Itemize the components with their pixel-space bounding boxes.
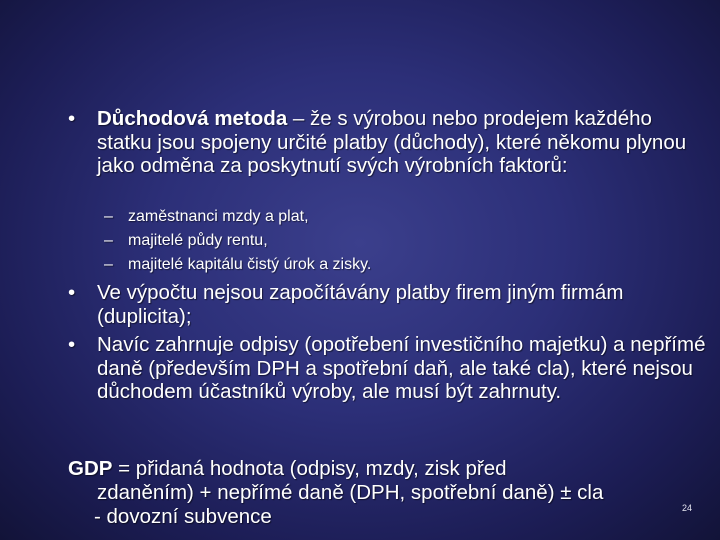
sublist-item-text: majitelé kapitálu čistý úrok a zisky.: [128, 256, 372, 273]
gdp-line-2: zdaněním) + nepřímé daně (DPH, spotřební daně) ± cla: [97, 481, 604, 504]
page-number: 24: [682, 503, 693, 513]
bullet-dot: •: [68, 281, 76, 304]
bullet-income-method: [68, 107, 708, 178]
bullet-bold-term: Důchodová metoda: [97, 107, 288, 130]
bullet-text: Navíc zahrnuje odpisy (opotřebení investičního majetku) a nepřímé daně (především DPH a spotřební daň, ale také cla), které nejsou důchodem účastníků výroby, ale musí být zahrnuty.: [97, 333, 706, 403]
sub-dash: –: [104, 256, 113, 273]
gdp-line-3: - dovozní subvence: [94, 505, 272, 528]
bullet-depreciation: [68, 333, 708, 404]
sub-dash: –: [104, 208, 113, 225]
sublist-item-capital-owners: [104, 253, 371, 277]
bullet-text: Ve výpočtu nejsou započítávány platby firem jiným firmám (duplicita);: [97, 281, 624, 328]
gdp-formula: [68, 457, 698, 529]
sublist-item-text: majitelé půdy rentu,: [128, 232, 268, 249]
factor-income-sublist: [104, 205, 371, 277]
gdp-line-1: [68, 457, 698, 481]
sublist-item-landowners: [104, 229, 371, 253]
gdp-term: GDP: [68, 457, 113, 480]
sublist-item-employees: [104, 205, 371, 229]
sublist-item-text: zaměstnanci mzdy a plat,: [128, 208, 309, 225]
bullet-dot: •: [68, 107, 76, 130]
bullet-text: [97, 107, 708, 178]
gdp-line-1-text: = přidaná hodnota (odpisy, mzdy, zisk před: [112, 457, 507, 480]
bullet-dot: •: [68, 333, 76, 356]
sub-dash: –: [104, 232, 113, 249]
bullet-duplicity: [68, 281, 708, 328]
bullet-body: – že s výrobou nebo prodejem každého statku jsou spojeny určité platby (důchody), které někomu plynou jako odměna za poskytnutí svých výrobních faktorů:: [97, 107, 687, 177]
